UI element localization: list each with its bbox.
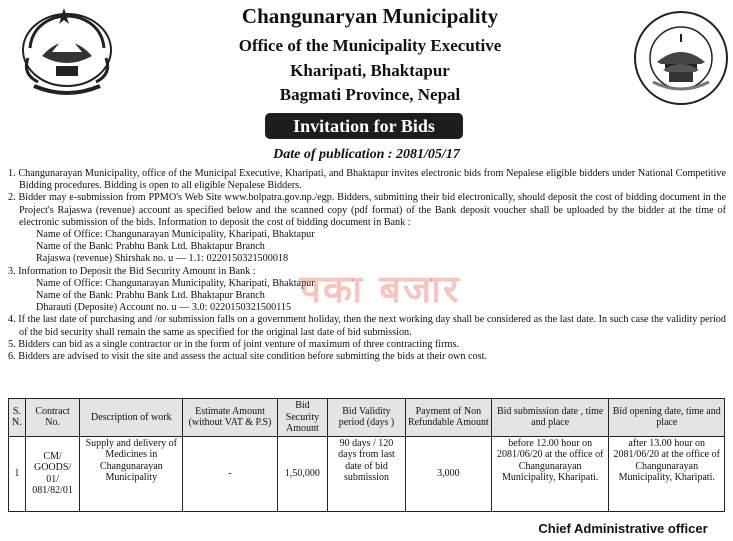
cell-contract-no: CM/ GOODS/ 01/ 081/82/01 — [25, 436, 80, 511]
cell-payment: 3,000 — [405, 436, 491, 511]
header-payment: Payment of Non Refundable Amount — [405, 399, 491, 437]
cell-bid-validity: 90 days / 120 days from last date of bid submission — [328, 436, 406, 511]
table-row — [9, 436, 725, 511]
paragraph-6: 6. Bidders are advised to visit the site and assess the actual site condition before submitting the bids at their own cost. — [8, 351, 487, 363]
office-name: Office of the Municipality Executive — [238, 36, 502, 55]
revenue-office-name: Name of Office: Changunarayan Municipality, Kharipati, Bhaktapur — [36, 229, 315, 241]
paragraph-1: 1. Changunarayan Municipality, office of the Municipal Executive, Kharipati, and Bhaktapur invites electronic bids from Nepalese eligible bidders under National Competitive Bidding procedures. Bidding is open to all eligible Nepalese Bidders. — [8, 168, 726, 192]
notice-title: Invitation for Bids — [265, 113, 463, 139]
paragraph-2: 2. Bidder may e-submission from PPMO's Web Site www.bolpatra.gov.np./egp. Bidders, submitting their bid electronically, should deposit the cost of bidding document in the Project's Rajaswa (revenue) account as specified below and the scanned copy (pdf format) of the Bank deposit voucher shall be uploaded by the bidder at the time of electronic submission of the bids. Information to deposit the cost of bidding document in Bank : — [8, 192, 726, 228]
header-bid-security: Bid Security Amount — [277, 399, 327, 437]
signature-title: Chief Administrative officer — [538, 521, 708, 536]
header-bid-validity: Bid Validity period (days ) — [328, 399, 406, 437]
header-description: Description of work — [80, 399, 183, 437]
province-name: Bagmati Province, Nepal — [279, 85, 461, 104]
municipality-seal-icon — [633, 6, 729, 110]
paragraph-4: 4. If the last date of purchasing and /or submission falls on a government holiday, then the next working day shall be considered as the last date. In such case the validity period of the bid security shall remain the same as specified for the original last date of bid submission. — [8, 314, 726, 338]
municipality-name: Changunaryan Municipality — [241, 4, 499, 28]
paragraph-5: 5. Bidders can bid as a single contractor or in the form of joint venture of maximum of three contracting firms. — [8, 338, 459, 350]
bid-table — [8, 398, 725, 512]
header-contract-no: Contract No. — [25, 399, 80, 437]
security-account-number: Dharauti (Deposite) Account no. u — 3.0: 0220150321500115 — [36, 302, 292, 314]
notice-body — [8, 168, 726, 363]
revenue-bank-name: Name of the Bank: Prabhu Bank Ltd. Bhaktapur Branch — [36, 241, 265, 253]
publication-date: Date of publication : 2081/05/17 — [273, 147, 460, 162]
security-office-name: Name of Office: Changunarayan Municipality, Kharipati, Bhaktapur — [36, 277, 315, 289]
cell-bid-security: 1,50,000 — [277, 436, 327, 511]
cell-sn: 1 — [9, 436, 26, 511]
revenue-account-number: Rajaswa (revenue) Shirshak no. u — 1.1: 0220150321500018 — [36, 253, 289, 265]
office-address: Kharipati, Bhaktapur — [290, 61, 450, 80]
cell-description: Supply and delivery of Medicines in Changunarayan Municipality — [80, 436, 183, 511]
table-header-row — [9, 399, 725, 437]
cell-submission: before 12.00 hour on 2081/06/20 at the office of Changunarayan Municipality, Kharipati. — [491, 436, 609, 511]
security-bank-name: Name of the Bank: Prabhu Bank Ltd. Bhaktapur Branch — [36, 290, 265, 302]
header-submission: Bid submission date , time and place — [491, 399, 609, 437]
header-opening: Bid opening date, time and place — [609, 399, 725, 437]
paragraph-3: 3. Information to Deposit the Bid Security Amount in Bank : — [8, 265, 256, 277]
cell-estimate: - — [183, 436, 277, 511]
watermark: पका बजार — [299, 267, 461, 311]
nepal-emblem-icon — [12, 8, 122, 100]
cell-opening: after 13.00 hour on 2081/06/20 at the office of Changunarayan Municipality, Kharipati. — [609, 436, 725, 511]
header-sn: S. N. — [9, 399, 26, 437]
header-estimate: Estimate Amount (without VAT & P.S) — [183, 399, 277, 437]
